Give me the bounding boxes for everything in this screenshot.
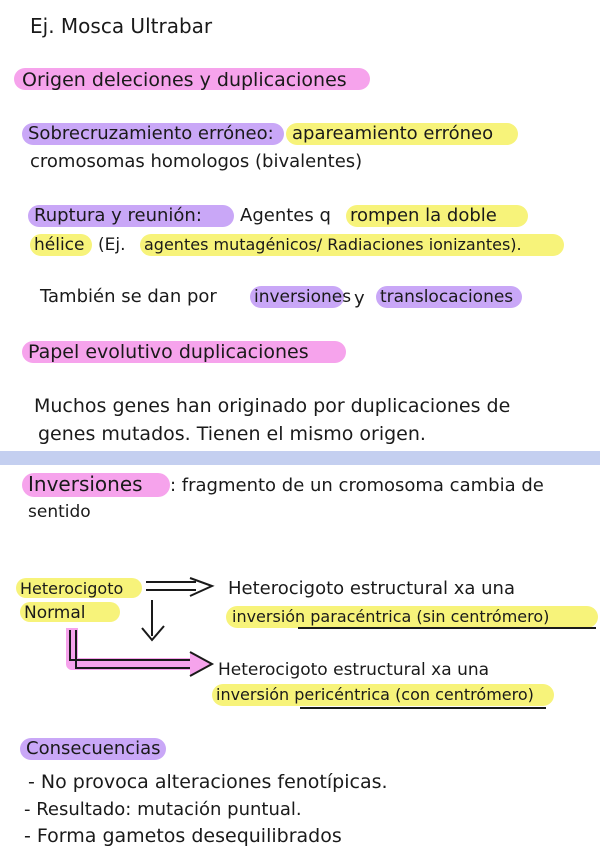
translocaciones-word: translocaciones	[380, 287, 514, 307]
tambien-text: También se dan por	[40, 286, 217, 307]
consecuencia-item: - Forma gametos desequilibrados	[24, 825, 342, 847]
branch1-line2: inversión paracéntrica (sin centrómero)	[232, 607, 550, 626]
inversiones-line1: : fragmento de un cromosoma cambia de	[170, 475, 544, 496]
origen-heading: Origen deleciones y duplicaciones	[22, 69, 347, 91]
inversiones-heading: Inversiones	[28, 472, 143, 496]
normal-label: Normal	[24, 603, 86, 623]
branch2-line2: inversión pericéntrica (con centrómero)	[216, 685, 534, 704]
papel-line1: Muchos genes han originado por duplicaciones de	[34, 395, 511, 417]
ruptura-line2-ej: (Ej.	[98, 235, 126, 255]
pink-l-arrow-icon	[70, 628, 212, 676]
ruptura-highlight1: rompen la doble	[350, 205, 497, 226]
consecuencia-item: - Resultado: mutación puntual.	[24, 799, 302, 820]
down-arrow-icon	[142, 600, 164, 640]
double-arrow-icon	[146, 578, 212, 596]
heterocigoto-label: Heterocigoto	[20, 579, 124, 598]
papel-line2: genes mutados. Tienen el mismo origen.	[38, 423, 426, 445]
branch1-line1: Heterocigoto estructural xa una	[228, 578, 515, 599]
page-title: Ej. Mosca Ultrabar	[30, 14, 213, 38]
papel-heading: Papel evolutivo duplicaciones	[28, 341, 309, 363]
branch2-line1: Heterocigoto estructural xa una	[218, 660, 490, 680]
sobrecruzamiento-label: Sobrecruzamiento erróneo:	[28, 123, 274, 144]
inversiones-word: inversiones	[254, 287, 352, 307]
consecuencias-heading: Consecuencias	[26, 738, 161, 759]
ruptura-line2-agentes: agentes mutagénicos/ Radiaciones ionizantes).	[144, 235, 522, 254]
sobrecruzamiento-line2: cromosomas homologos (bivalentes)	[30, 151, 363, 172]
apareamiento-text: apareamiento erróneo	[292, 123, 494, 144]
ruptura-line2-helice: hélice	[34, 235, 85, 255]
ruptura-label: Ruptura y reunión:	[34, 205, 202, 226]
y-word: y	[354, 288, 365, 309]
inversiones-line2: sentido	[28, 502, 91, 522]
consecuencia-item: - No provoca alteraciones fenotípicas.	[28, 771, 388, 793]
ruptura-text1: Agentes q	[240, 205, 331, 226]
